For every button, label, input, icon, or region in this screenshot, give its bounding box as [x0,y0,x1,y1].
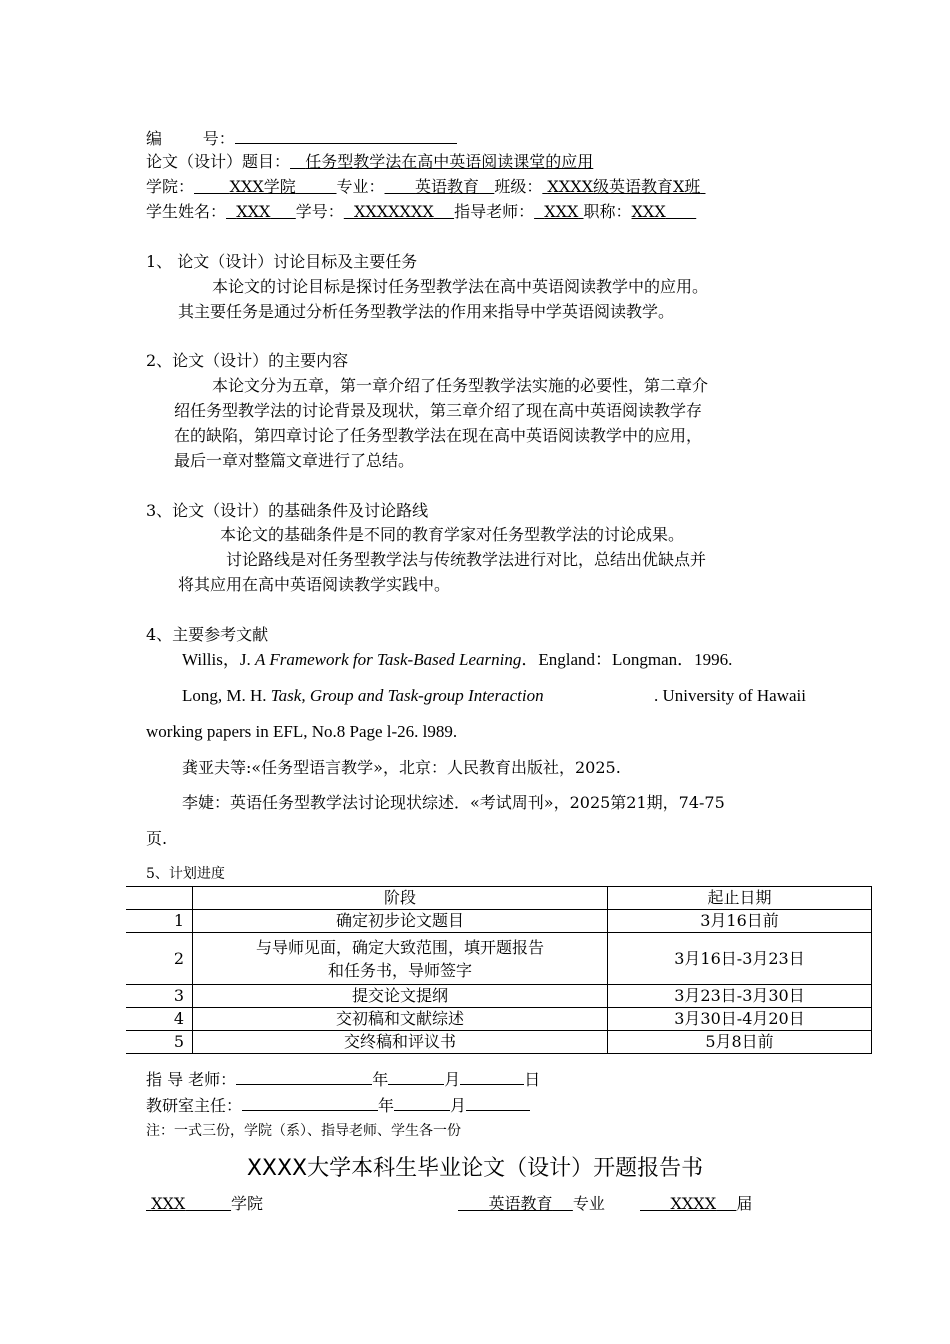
advisor-value: XXX [544,202,579,221]
id-value: XXXXXXX [353,202,434,221]
class-value: XXXX级英语教育X班 [547,177,701,196]
college-value: XXX学院 [229,177,296,196]
row-number: 1 [126,910,193,933]
table-row [126,933,872,985]
section2-line: 绍任务型教学法的讨论背景及现状，第三章介绍了现在高中英语阅读教学存 [174,401,703,420]
plan-table [126,886,872,1054]
month-blank[interactable] [388,1068,444,1085]
title-label: 论文（设计）题目： [146,152,291,171]
reference-item: Long, M. H. Task, Group and Task-group Interaction . University of Hawaii [182,686,806,705]
row-date: 3月16日-3月23日 [608,933,872,985]
table-cell [126,887,193,910]
reference-item-cont: working papers in EFL, No.8 Page l-26. l989. [146,722,458,741]
section3-line: 本论文的基础条件是不同的教育学家对任务型教学法的讨论成果。 [220,525,685,544]
rank-value: XXX [631,202,666,221]
footer-college-value: XXX [151,1194,186,1213]
advisor-sign-row [146,1068,540,1091]
footer-grade-value: XXXX [670,1194,717,1213]
title-value: 任务型教学法在高中英语阅读课堂的应用 [305,152,594,171]
college-label: 学院： [146,177,195,196]
year-label: 年 [378,1096,395,1115]
day-blank[interactable] [460,1068,524,1085]
footer-grade-label: 届 [736,1194,753,1213]
footer-major-value: 英语教育 [488,1194,553,1213]
section5-heading: 5、计划进度 [146,866,225,882]
section4-heading: 4、主要参考文献 [146,625,269,644]
student-row [146,201,696,223]
day-label: 日 [524,1070,541,1089]
section3-line: 讨论路线是对任务型教学法与传统教学法进行对比，总结出优缺点并 [226,550,707,569]
row-number: 4 [126,1008,193,1031]
footer-college [146,1193,263,1215]
student-label: 学生姓名： [146,202,227,221]
footer-grade [640,1193,752,1215]
row-date: 3月30日-4月20日 [608,1008,872,1031]
advisor-sign-label: 指 导 老师： [146,1070,237,1089]
month-label: 月 [450,1096,467,1115]
section2-heading: 2、论文（设计）的主要内容 [146,351,349,370]
section3-line: 将其应用在高中英语阅读教学实践中。 [178,575,451,594]
table-header-date: 起止日期 [608,887,872,910]
class-label: 班级： [494,177,543,196]
section1-line: 其主要任务是通过分析任务型教学法的作用来指导中学英语阅读教学。 [178,302,675,321]
reference-item: Willis，J. A Framework for Task-Based Learning．England：Longman．1996. [182,650,733,669]
number-blank[interactable] [235,127,457,144]
major-value: 英语教育 [415,177,480,196]
year-label: 年 [372,1070,389,1089]
month-label: 月 [444,1070,461,1089]
section1-line: 本论文的讨论目标是探讨任务型教学法在高中英语阅读教学中的应用。 [212,277,709,296]
director-sign-row [146,1094,530,1117]
reference-item-cont: 页. [146,829,168,848]
row-number: 5 [126,1031,193,1054]
table-row [126,910,872,933]
section2-line: 本论文分为五章，第一章介绍了任务型教学法实施的必要性，第二章介 [212,376,709,395]
row-stage: 确定初步论文题目 [193,910,608,933]
college-row [146,176,705,198]
row-date: 3月16日前 [608,910,872,933]
footer-major [458,1193,605,1215]
report-title: XXXX大学本科生毕业论文（设计）开题报告书 [246,1156,704,1181]
reference-item: 龚亚夫等:«任务型语言教学»，北京：人民教育出版社，2025. [182,758,621,777]
id-label: 学号： [295,202,344,221]
table-row [126,1031,872,1054]
section1-heading: 1、 论文（设计）讨论目标及主要任务 [146,252,418,271]
row-stage: 交终稿和评议书 [193,1031,608,1054]
row-stage: 与导师见面，确定大致范围，填开题报告 和任务书，导师签字 [193,933,608,985]
table-row [126,1008,872,1031]
month-blank[interactable] [394,1094,450,1111]
section2-line: 在的缺陷，第四章讨论了任务型教学法在现在高中英语阅读教学中的应用， [174,426,703,445]
footer-major-label: 专业 [572,1194,605,1213]
day-blank[interactable] [466,1094,530,1111]
number-label: 编 号： [146,129,235,148]
advisor-sign-blank[interactable] [236,1068,372,1085]
copies-note: 注：一式三份，学院（系）、指导老师、学生各一份 [146,1123,461,1139]
row-date: 5月8日前 [608,1031,872,1054]
row-number: 3 [126,985,193,1008]
section3-heading: 3、论文（设计）的基础条件及讨论路线 [146,501,429,520]
number-row [146,127,457,150]
table-header-row [126,887,872,910]
footer-college-label: 学院 [231,1194,264,1213]
student-value: XXX [236,202,271,221]
section2-line: 最后一章对整篇文章进行了总结。 [174,451,415,470]
major-label: 专业： [336,177,385,196]
row-stage: 提交论文提纲 [193,985,608,1008]
reference-item: 李婕：英语任务型教学法讨论现状综述．«考试周刊»，2025第21期，74-75 [182,793,725,812]
director-sign-label: 教研室主任： [146,1096,243,1115]
table-header-stage: 阶段 [193,887,608,910]
table-row [126,985,872,1008]
row-date: 3月23日-3月30日 [608,985,872,1008]
rank-label: 职称： [583,202,632,221]
title-row [146,151,593,173]
director-sign-blank[interactable] [242,1094,378,1111]
row-stage: 交初稿和文献综述 [193,1008,608,1031]
row-number: 2 [126,933,193,985]
advisor-label: 指导老师： [454,202,535,221]
